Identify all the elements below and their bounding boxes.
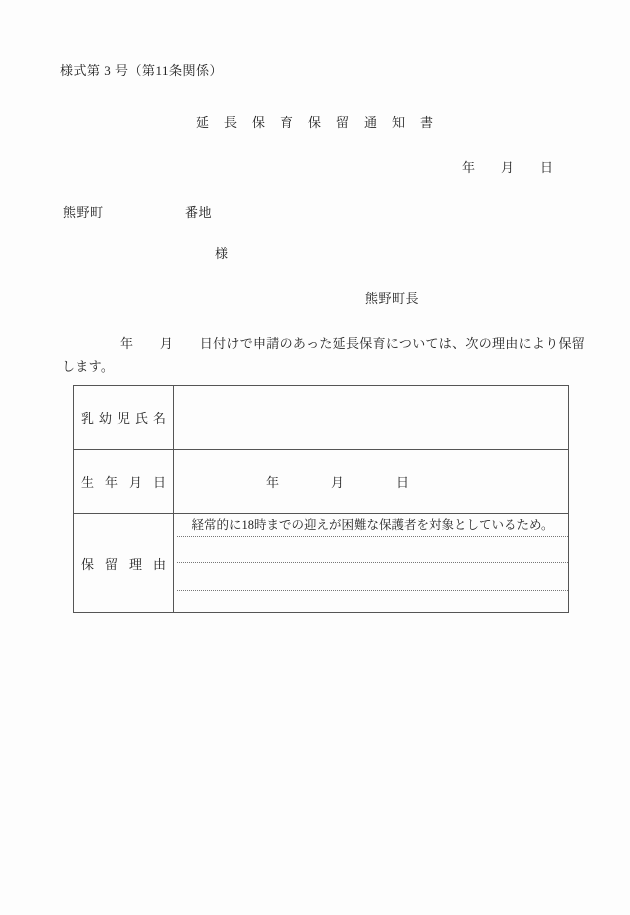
hold-reason-value-cell bbox=[174, 514, 568, 612]
hold-reason-blank-line bbox=[177, 563, 568, 591]
issue-date-line: 年 月 日 bbox=[461, 160, 553, 175]
hold-reason-blank-line bbox=[177, 591, 568, 612]
recipient-honorific: 様 bbox=[215, 246, 229, 261]
table-row-hold-reason bbox=[74, 514, 568, 612]
hold-reason-text: 経常的に18時までの迎えが困難な保護者を対象としているため。 bbox=[177, 514, 568, 537]
birthdate-value-cell: 年 月 日 bbox=[266, 475, 410, 490]
hold-reason-label-cell bbox=[74, 514, 174, 612]
form-table bbox=[73, 385, 569, 613]
hold-reason-label: 保留理由 bbox=[81, 556, 166, 572]
recipient-banchi-label: 番地 bbox=[185, 205, 213, 220]
table-row-birthdate bbox=[74, 450, 568, 514]
recipient-town: 熊野町 bbox=[63, 205, 104, 220]
birthdate-label-cell bbox=[74, 450, 174, 513]
child-name-label: 乳幼児氏名 bbox=[81, 411, 166, 426]
document-title: 延 長 保 育 保 留 通 知 書 bbox=[195, 115, 434, 130]
child-name-label-cell bbox=[74, 386, 174, 449]
birthdate-label: 生年月日 bbox=[81, 475, 166, 490]
hold-reason-blank-line bbox=[177, 537, 568, 563]
body-line-1: 年 月 日付けで申請のあった延長保育については、次の理由により保留 bbox=[120, 336, 586, 351]
form-number: 様式第 3 号（第11条関係） bbox=[60, 63, 224, 78]
child-name-value-cell bbox=[174, 386, 568, 449]
sender-name: 熊野町長 bbox=[365, 291, 420, 306]
body-line-2: します。 bbox=[62, 359, 115, 374]
table-row-child-name bbox=[74, 386, 568, 450]
